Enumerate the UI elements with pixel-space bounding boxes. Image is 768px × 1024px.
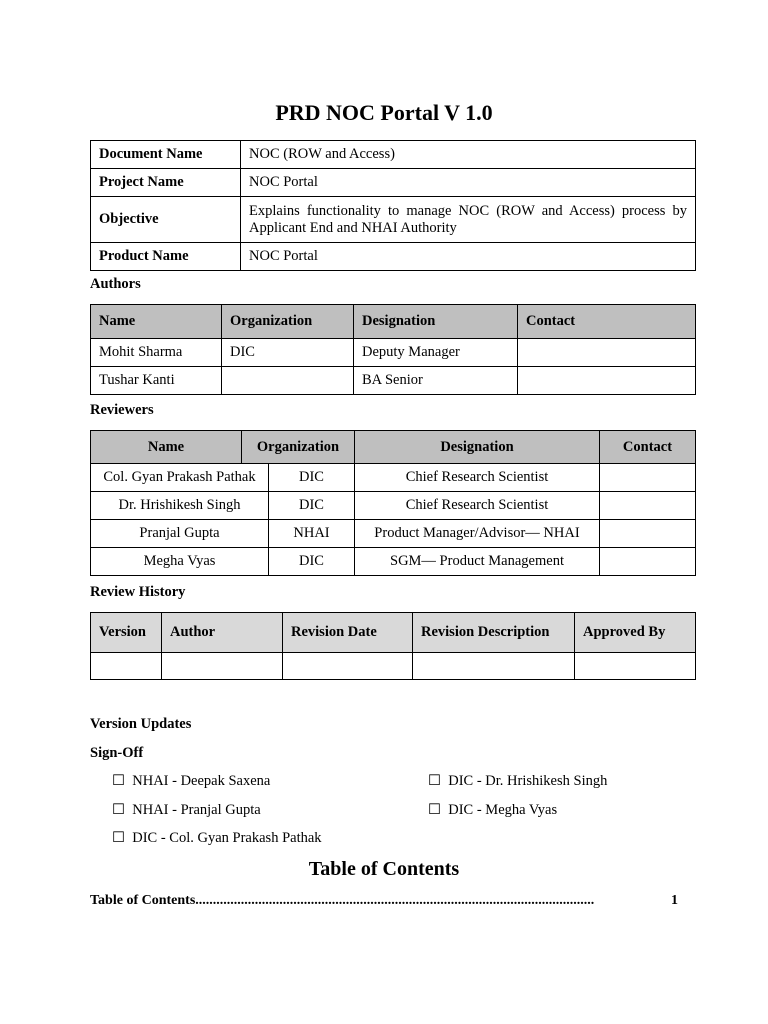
meta-value: Explains functionality to manage NOC (ROW and Access) process by Applicant End and NHAI Authority bbox=[241, 197, 696, 243]
checkbox-icon[interactable]: ☐ bbox=[112, 802, 125, 818]
table-cell bbox=[600, 548, 696, 576]
table-row bbox=[91, 548, 696, 576]
meta-key: Project Name bbox=[91, 169, 241, 197]
table-cell: DIC bbox=[222, 339, 354, 367]
column-header: Contact bbox=[518, 305, 696, 339]
meta-value: NOC (ROW and Access) bbox=[241, 141, 696, 169]
signoff-label: DIC - Dr. Hrishikesh Singh bbox=[448, 773, 608, 789]
column-header: Designation bbox=[354, 305, 518, 339]
document-meta-table bbox=[90, 140, 696, 271]
table-row bbox=[91, 653, 696, 680]
table-cell bbox=[600, 492, 696, 520]
authors-table bbox=[90, 304, 696, 395]
meta-row bbox=[91, 141, 696, 169]
table-cell: DIC bbox=[299, 497, 324, 513]
meta-key: Document Name bbox=[91, 141, 241, 169]
document-title: PRD NOC Portal V 1.0 bbox=[275, 100, 493, 125]
table-row bbox=[91, 367, 696, 395]
checkbox-icon[interactable]: ☐ bbox=[112, 773, 125, 789]
table-cell: Deputy Manager bbox=[354, 339, 518, 367]
meta-key: Objective bbox=[91, 197, 241, 243]
table-cell: NHAI bbox=[293, 525, 330, 541]
column-header: Revision Description bbox=[413, 613, 575, 653]
table-cell: BA Senior bbox=[354, 367, 518, 395]
column-header: Organization bbox=[222, 305, 354, 339]
column-header: Organization bbox=[242, 431, 355, 464]
table-cell bbox=[518, 367, 696, 395]
signoff-label: NHAI - Pranjal Gupta bbox=[132, 802, 261, 818]
meta-row bbox=[91, 169, 696, 197]
table-cell: Dr. Hrishikesh Singh bbox=[91, 492, 269, 519]
table-cell bbox=[575, 653, 696, 680]
meta-row bbox=[91, 243, 696, 271]
column-header: Name bbox=[91, 305, 222, 339]
signoff-label: DIC - Megha Vyas bbox=[448, 802, 558, 818]
signoff-item[interactable] bbox=[112, 830, 322, 847]
table-cell bbox=[413, 653, 575, 680]
table-cell bbox=[222, 367, 354, 395]
version-updates-heading: Version Updates bbox=[90, 716, 192, 732]
review-history-table bbox=[90, 612, 696, 680]
authors-heading: Authors bbox=[90, 276, 141, 292]
table-cell: Chief Research Scientist bbox=[355, 464, 600, 492]
table-cell: Megha Vyas bbox=[91, 548, 269, 575]
signoff-label: NHAI - Deepak Saxena bbox=[132, 773, 271, 789]
table-cell: DIC bbox=[299, 553, 324, 569]
reviewers-heading: Reviewers bbox=[90, 402, 154, 418]
table-header-row bbox=[91, 431, 696, 464]
toc-entry-page: 1 bbox=[671, 893, 678, 908]
table-row bbox=[91, 520, 696, 548]
meta-key: Product Name bbox=[91, 243, 241, 271]
signoff-label: DIC - Col. Gyan Prakash Pathak bbox=[132, 830, 322, 846]
signoff-item[interactable] bbox=[428, 802, 557, 819]
table-row bbox=[91, 339, 696, 367]
signoff-item[interactable] bbox=[428, 773, 607, 790]
table-cell bbox=[91, 653, 162, 680]
signoff-item[interactable] bbox=[112, 773, 270, 790]
toc-entry[interactable] bbox=[90, 893, 678, 909]
table-cell bbox=[162, 653, 283, 680]
meta-row bbox=[91, 197, 696, 243]
checkbox-icon[interactable]: ☐ bbox=[428, 802, 441, 818]
column-header: Contact bbox=[600, 431, 696, 464]
signoff-item[interactable] bbox=[112, 802, 261, 819]
column-header: Revision Date bbox=[283, 613, 413, 653]
table-cell: Mohit Sharma bbox=[91, 339, 222, 367]
checkbox-icon[interactable]: ☐ bbox=[112, 830, 125, 846]
toc-heading: Table of Contents bbox=[308, 858, 460, 880]
table-cell bbox=[600, 520, 696, 548]
toc-entry-label: Table of Contents bbox=[90, 893, 196, 908]
reviewer-name-org-cell bbox=[91, 464, 355, 492]
column-header: Author bbox=[162, 613, 283, 653]
table-row bbox=[91, 464, 696, 492]
table-cell bbox=[283, 653, 413, 680]
review-history-heading: Review History bbox=[90, 584, 186, 600]
table-cell: Pranjal Gupta bbox=[91, 520, 269, 547]
table-cell: SGM— Product Management bbox=[355, 548, 600, 576]
column-header: Name bbox=[91, 431, 242, 464]
reviewer-name-org-cell bbox=[91, 492, 355, 520]
checkbox-icon[interactable]: ☐ bbox=[428, 773, 441, 789]
table-cell bbox=[518, 339, 696, 367]
table-row bbox=[91, 492, 696, 520]
column-header: Version bbox=[91, 613, 162, 653]
reviewer-name-org-cell bbox=[91, 520, 355, 548]
reviewer-name-org-cell bbox=[91, 548, 355, 576]
table-cell: Col. Gyan Prakash Pathak bbox=[91, 464, 269, 491]
meta-value: NOC Portal bbox=[241, 169, 696, 197]
table-cell: DIC bbox=[299, 469, 324, 485]
toc-dot-leader: .................................................................................................................. bbox=[195, 893, 595, 908]
meta-value: NOC Portal bbox=[241, 243, 696, 271]
table-header-row bbox=[91, 613, 696, 653]
reviewers-table bbox=[90, 430, 696, 576]
table-cell: Chief Research Scientist bbox=[355, 492, 600, 520]
table-cell: Product Manager/Advisor— NHAI bbox=[355, 520, 600, 548]
table-cell bbox=[600, 464, 696, 492]
table-cell: Tushar Kanti bbox=[91, 367, 222, 395]
signoff-heading: Sign-Off bbox=[90, 745, 144, 761]
column-header: Designation bbox=[355, 431, 600, 464]
column-header: Approved By bbox=[575, 613, 696, 653]
table-header-row bbox=[91, 305, 696, 339]
